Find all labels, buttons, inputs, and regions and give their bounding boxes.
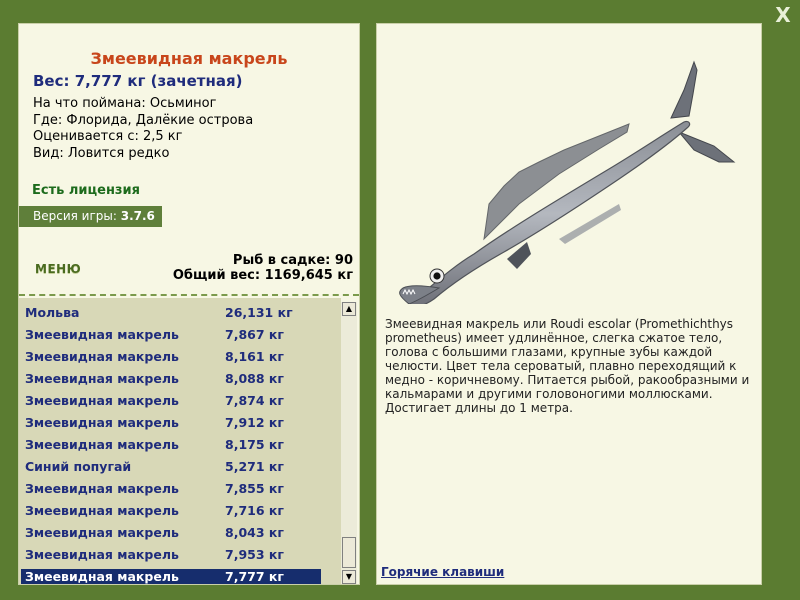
divider bbox=[19, 294, 359, 296]
valuation-info: Оценивается с: 2,5 кг bbox=[33, 129, 183, 144]
license-status: Есть лицензия bbox=[32, 183, 140, 198]
catch-list-item[interactable] bbox=[21, 349, 321, 365]
scroll-thumb[interactable] bbox=[342, 537, 356, 568]
close-button[interactable]: X bbox=[775, 3, 791, 27]
fish-illustration bbox=[389, 54, 749, 304]
fish-description: Змеевидная макрель или Roudi escolar (Promethichthys prometheus) имеет удлинённое, слегка сжатое тело, голова с большими глазами, крупные зубы каждой челюсти. Цвет тела сероватый, плавно переходящий к медно - коричневому. Питается рыбой, ракообразными и кальмарами и другими головоногими моллюсками. Достигает длины до 1 метра. bbox=[385, 317, 750, 415]
catch-item-weight: 7,953 кг bbox=[225, 547, 284, 562]
catch-list-item[interactable] bbox=[21, 415, 321, 431]
catch-item-name: Змеевидная макрель bbox=[25, 371, 179, 386]
menu-button[interactable]: МЕНЮ bbox=[35, 262, 82, 276]
catch-item-weight: 7,777 кг bbox=[225, 569, 284, 584]
catch-item-weight: 7,716 кг bbox=[225, 503, 284, 518]
fish-info bbox=[33, 96, 253, 162]
catch-list-item[interactable] bbox=[21, 305, 321, 321]
catch-item-weight: 7,855 кг bbox=[225, 481, 284, 496]
catch-item-name: Мольва bbox=[25, 305, 80, 320]
catch-item-name: Змеевидная макрель bbox=[25, 437, 179, 452]
scroll-up-button[interactable]: ▲ bbox=[342, 302, 356, 316]
catch-list-item[interactable] bbox=[21, 393, 321, 409]
catch-item-name: Змеевидная макрель bbox=[25, 503, 179, 518]
cage-count: Рыб в садке: 90 bbox=[232, 253, 353, 268]
version-value: 3.7.6 bbox=[120, 209, 155, 223]
cage-total-weight: Общий вес: 1169,645 кг bbox=[172, 268, 353, 283]
catch-list-item[interactable] bbox=[21, 503, 321, 519]
right-panel bbox=[376, 23, 762, 585]
catch-list-item[interactable] bbox=[21, 547, 321, 563]
rarity-info: Вид: Ловится редко bbox=[33, 145, 170, 161]
catch-list-item[interactable] bbox=[21, 437, 321, 453]
catch-item-weight: 7,867 кг bbox=[225, 327, 284, 342]
version-label: Версия игры: bbox=[33, 209, 117, 223]
catch-item-weight: 7,912 кг bbox=[225, 415, 284, 430]
bait-info: На что поймана: Осьминог bbox=[33, 96, 217, 111]
catch-item-name: Змеевидная макрель bbox=[25, 481, 179, 496]
catch-item-weight: 8,161 кг bbox=[225, 349, 284, 364]
location-info: Где: Флорида, Далёкие острова bbox=[33, 112, 254, 128]
catch-list-item[interactable] bbox=[21, 525, 321, 541]
catch-item-name: Змеевидная макрель bbox=[25, 349, 179, 364]
hotkeys-link[interactable]: Горячие клавиши bbox=[381, 565, 505, 579]
catch-item-weight: 7,874 кг bbox=[225, 393, 284, 408]
scroll-down-button[interactable]: ▼ bbox=[342, 570, 356, 584]
catch-list-scrollbar[interactable] bbox=[341, 302, 357, 584]
fish-title: Змеевидная макрель bbox=[90, 49, 288, 68]
catch-item-name: Змеевидная макрель bbox=[25, 415, 179, 430]
fish-weight: Вес: 7,777 кг (зачетная) bbox=[33, 72, 243, 90]
catch-list bbox=[19, 298, 341, 584]
catch-list-item[interactable] bbox=[21, 569, 321, 584]
catch-item-name: Синий попугай bbox=[25, 459, 132, 474]
catch-item-weight: 8,043 кг bbox=[225, 525, 284, 540]
cage-summary bbox=[173, 253, 353, 283]
catch-item-weight: 5,271 кг bbox=[225, 459, 284, 474]
catch-item-name: Змеевидная макрель bbox=[25, 327, 179, 342]
catch-list-item[interactable] bbox=[21, 481, 321, 497]
catch-list-item[interactable] bbox=[21, 371, 321, 387]
catch-item-weight: 8,175 кг bbox=[225, 437, 284, 452]
catch-item-weight: 8,088 кг bbox=[225, 371, 284, 386]
catch-item-name: Змеевидная макрель bbox=[25, 547, 179, 562]
catch-list-item[interactable] bbox=[21, 459, 321, 475]
left-panel bbox=[18, 23, 360, 585]
catch-item-name: Змеевидная макрель bbox=[25, 525, 179, 540]
catch-item-name: Змеевидная макрель bbox=[25, 393, 179, 408]
catch-item-weight: 26,131 кг bbox=[225, 305, 293, 320]
catch-item-name: Змеевидная макрель bbox=[25, 569, 179, 584]
version-badge bbox=[19, 206, 162, 227]
catch-list-item[interactable] bbox=[21, 327, 321, 343]
